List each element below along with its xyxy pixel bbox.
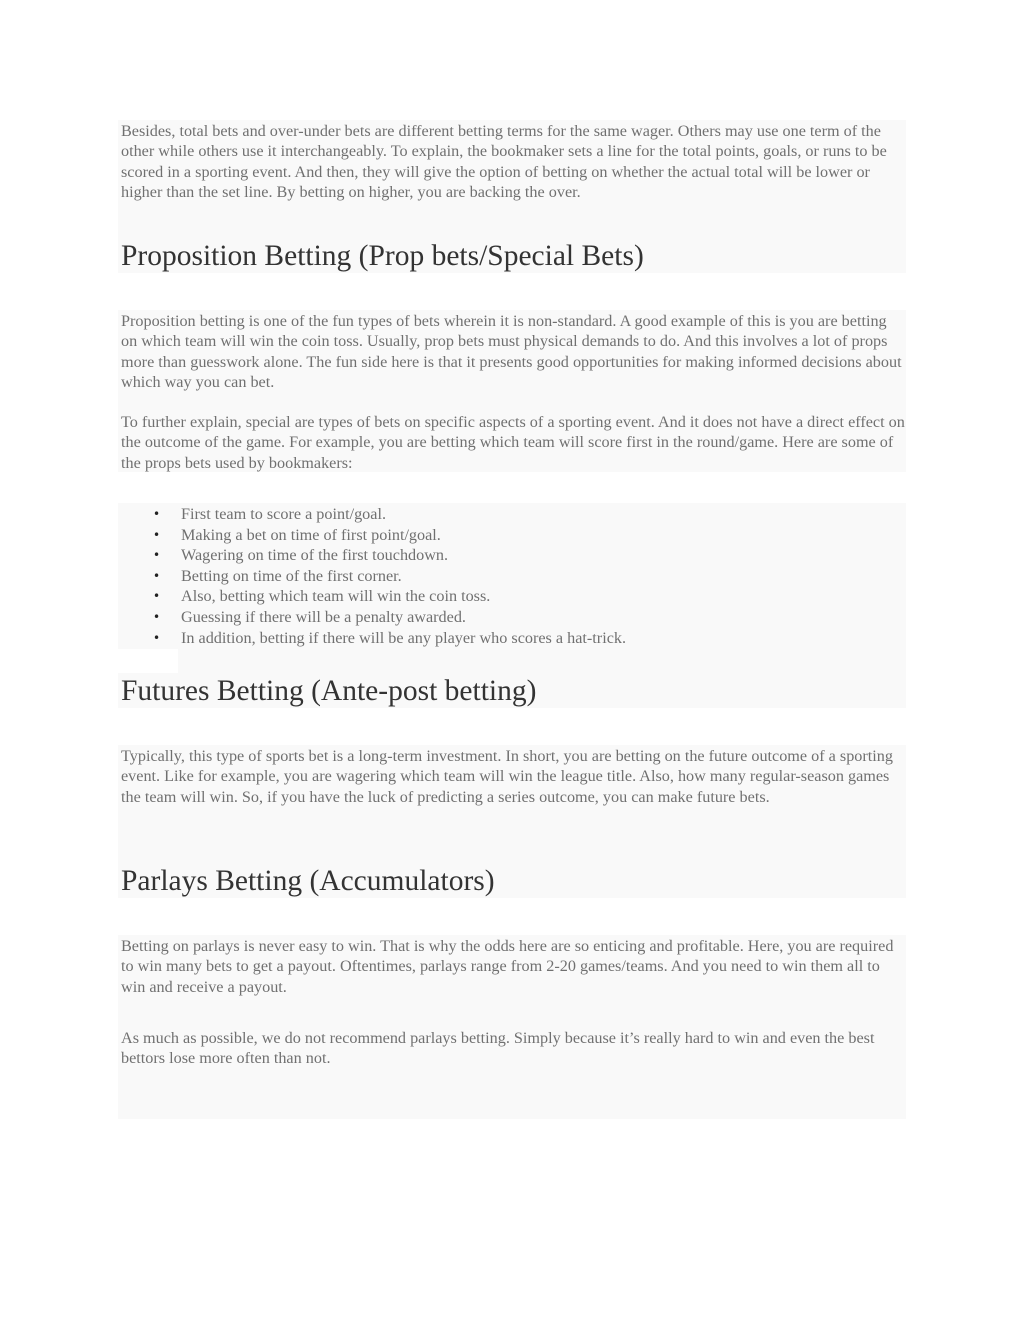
paragraph-proposition-details: To further explain, special are types of bets on specific aspects of a sporting event. And it does not have a direct effect on the outcome of the game. For example, you are betting which team will score first in the round/game. Here are some of the props bets used by bookmakers: bbox=[121, 413, 905, 472]
paragraph-futures: Typically, this type of sports bet is a long-term investment. In short, you are betting on the future outcome of a sporting event. Like for example, you are wagering which team will win the league title. Also, how many regular-season games the team will win. So, if you have the luck of predicting a series outcome, you can make future bets. bbox=[121, 747, 893, 806]
bullet-icon: • bbox=[153, 548, 161, 563]
bullet-icon: • bbox=[153, 589, 161, 604]
list-item: • Also, betting which team will win the coin toss. bbox=[153, 587, 491, 606]
bullet-icon: • bbox=[153, 507, 161, 521]
heading-futures-betting: Futures Betting (Ante-post betting) bbox=[121, 675, 537, 707]
props-bets-list bbox=[121, 504, 626, 648]
bullet-icon: • bbox=[153, 609, 161, 624]
paragraph-parlays-recommendation: As much as possible, we do not recommend parlays betting. Simply because it’s really hard to win and even the best bettors lose more often than not. bbox=[121, 1029, 875, 1068]
bullet-icon: • bbox=[153, 527, 161, 542]
paragraph-parlays-intro: Betting on parlays is never easy to win. That is why the odds here are so enticing and profitable. Here, you are required to win many bets to get a payout. Oftentimes, parlays range from 2-20 games/teams. And you need to win them all to win and receive a payout. bbox=[121, 937, 894, 996]
bullet-icon: • bbox=[153, 568, 161, 583]
list-item: • In addition, betting if there will be any player who scores a hat-trick. bbox=[153, 628, 627, 647]
bullet-icon: • bbox=[153, 630, 161, 645]
heading-proposition-betting: Proposition Betting (Prop bets/Special Bets) bbox=[121, 240, 644, 272]
paragraph-total-bets: Besides, total bets and over-under bets are different betting terms for the same wager. Others may use one term of the other while others use it interchangeably. To explain, the bookmaker sets a line for the total points, goals, or runs to be scored in a sporting event. And then, they will give the option of betting on whether the actual total will be lower or higher than the set line. By betting on higher, you are backing the over. bbox=[121, 122, 887, 202]
list-item: • Wagering on time of the first touchdown. bbox=[153, 546, 449, 565]
list-item: • Guessing if there will be a penalty awarded. bbox=[153, 607, 466, 626]
list-item: • Betting on time of the first corner. bbox=[153, 566, 402, 585]
heading-parlays-betting: Parlays Betting (Accumulators) bbox=[121, 865, 495, 897]
list-item: • Making a bet on time of first point/goal. bbox=[153, 525, 441, 544]
list-item: • First team to score a point/goal. bbox=[153, 505, 386, 523]
paragraph-proposition-intro: Proposition betting is one of the fun types of bets wherein it is non-standard. A good example of this is you are betting on which team will win the coin toss. Usually, prop bets must physical demands to do. And this involves a lot of props more than guesswork alone. The fun side here is that it presents good opportunities for making informed decisions about which way you can bet. bbox=[121, 312, 902, 392]
